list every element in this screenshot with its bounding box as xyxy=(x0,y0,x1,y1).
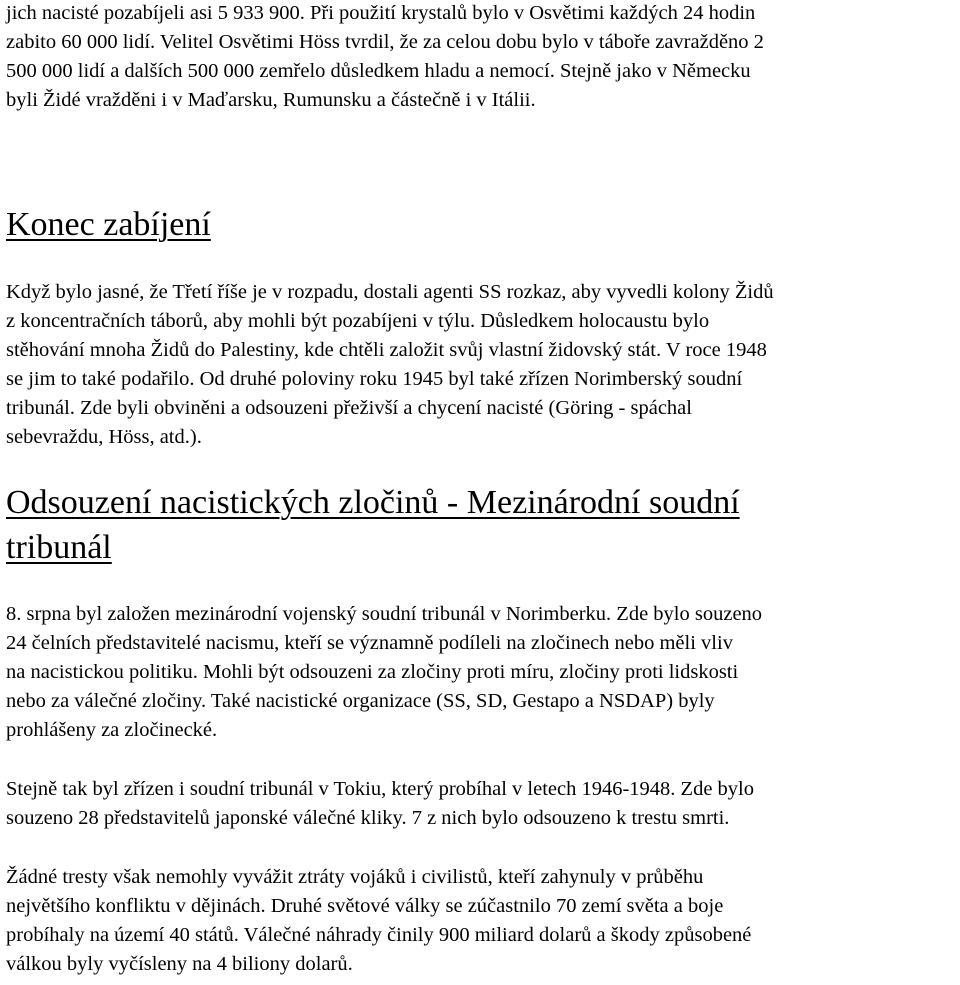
text-line: byli Židé vražděni i v Maďarsku, Rumunsku a částečně i v Itálii. xyxy=(6,89,536,111)
section-heading-odsouzeni: Odsouzení nacistických zločinů - Mezinárodní soudní xyxy=(6,484,740,521)
text-line: na nacistickou politiku. Mohli být odsouzeni za zločiny proti míru, zločiny proti lidskosti xyxy=(6,661,739,683)
text-line: nebo za válečné zločiny. Také nacistické organizace (SS, SD, Gestapo a NSDAP) byly xyxy=(6,690,715,712)
text-line: z koncentračních táborů, aby mohli být pozabíjeni v týlu. Důsledkem holocaustu bylo xyxy=(6,310,710,332)
text-line: sebevraždu, Höss, atd.). xyxy=(6,426,202,448)
text-line: probíhaly na území 40 států. Válečné náhrady činily 900 miliard dolarů a škody způsobené xyxy=(6,924,752,946)
text-line: válkou byly vyčísleny na 4 biliony dolarů. xyxy=(6,953,353,975)
text-line: se jim to také podařilo. Od druhé poloviny roku 1945 byl také zřízen Norimberský soudní xyxy=(6,368,743,390)
text-line: souzeno 28 představitelů japonské válečné kliky. 7 z nich bylo odsouzeno k trestu smrti. xyxy=(6,807,730,829)
section-heading-konec-zabijeni: Konec zabíjení xyxy=(6,206,211,243)
text-line: tribunál. Zde byli obviněni a odsouzeni přeživší a chycení nacisté (Göring - spáchal xyxy=(6,397,692,419)
text-line: jich nacisté pozabíjeli asi 5 933 900. Při použití krystalů bylo v Osvětimi každých 24 hodin xyxy=(6,2,756,24)
text-line: prohlášeny za zločinecké. xyxy=(6,719,218,741)
text-line: Stejně tak byl zřízen i soudní tribunál v Tokiu, který probíhal v letech 1946-1948. Zde bylo xyxy=(6,778,754,800)
text-line: 500 000 lidí a dalších 500 000 zemřelo důsledkem hladu a nemocí. Stejně jako v Německu xyxy=(6,60,751,82)
text-line: zabito 60 000 lidí. Velitel Osvětimi Höss tvrdil, že za celou dobu bylo v táboře zavražděno 2 xyxy=(6,31,764,53)
section-heading-odsouzeni-cont: tribunál xyxy=(6,529,112,566)
text-line: stěhování mnoha Židů do Palestiny, kde chtěli založit svůj vlastní židovský stát. V roce 1948 xyxy=(6,339,767,361)
text-line: Když bylo jasné, že Třetí říše je v rozpadu, dostali agenti SS rozkaz, aby vyvedli kolony Židů xyxy=(6,281,774,303)
text-line: 24 čelních představitelé nacismu, kteří se významně podíleli na zločinech nebo měli vliv xyxy=(6,632,733,654)
text-line: Žádné tresty však nemohly vyvážit ztráty vojáků i civilistů, kteří zahynuly v průběhu xyxy=(6,866,704,888)
text-line: největšího konfliktu v dějinách. Druhé světové války se zúčastnilo 70 zemí světa a boje xyxy=(6,895,724,917)
text-line: 8. srpna byl založen mezinárodní vojenský soudní tribunál v Norimberku. Zde bylo souzeno xyxy=(6,603,763,625)
